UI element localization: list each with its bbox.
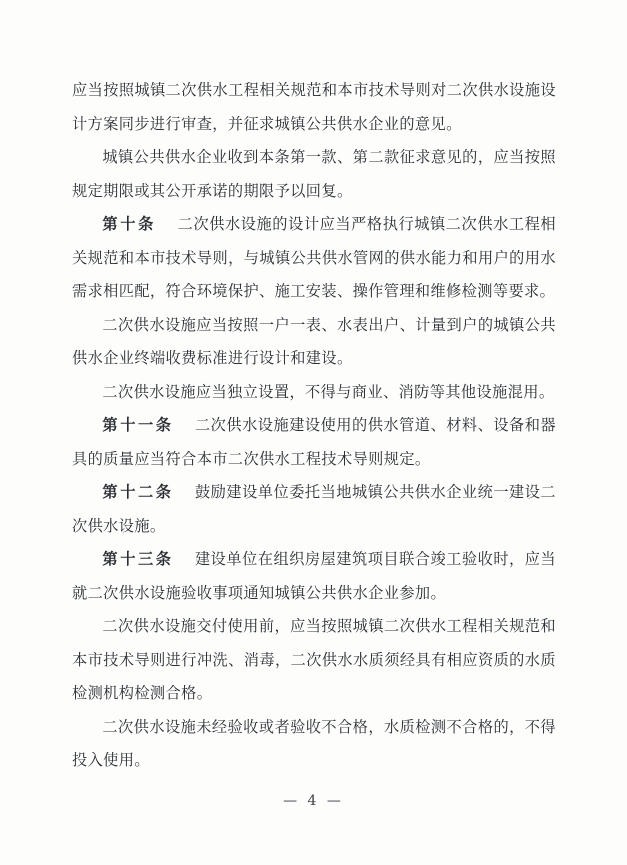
paragraph: 城镇公共供水企业收到本条第一款、第二款征求意见的，应当按照规定期限或其公开承诺的期限予以回复。 xyxy=(72,148,556,200)
article-text: 鼓励建设单位委托当地城镇公共供水企业统一建设二次供水设施。 xyxy=(72,483,557,535)
article-number: 第十一条 xyxy=(102,416,174,434)
article-number: 第十条 xyxy=(102,215,157,233)
page-number: — 4 — xyxy=(283,793,344,809)
paragraph: 二次供水设施应当独立设置，不得与商业、消防等其他设施混用。 xyxy=(102,382,555,401)
paragraph-article-10 xyxy=(72,208,556,309)
paragraph-article-12 xyxy=(72,476,556,543)
paragraph: 应当按照城镇二次供水工程相关规范和本市技术导则对二次供水设施设计方案同步进行审查，并征求城镇公共供水企业的意见。 xyxy=(72,81,556,133)
paragraph-article-13 xyxy=(72,543,556,610)
paragraph: 二次供水设施交付使用前，应当按照城镇二次供水工程相关规范和本市技术导则进行冲洗、消毒，二次供水水质须经具有相应资质的水质检测机构检测合格。 xyxy=(72,617,556,702)
document-body xyxy=(72,74,556,778)
article-text: 二次供水设施的设计应当严格执行城镇二次供水工程相关规范和本市技术导则，与城镇公共供水管网的供水能力和用户的用水需求相匹配，符合环境保护、施工安装、操作管理和维修检测等要求。 xyxy=(72,215,557,300)
article-text: 建设单位在组织房屋建筑项目联合竣工验收时，应当就二次供水设施验收事项通知城镇公共供水企业参加。 xyxy=(72,550,557,602)
article-number: 第十二条 xyxy=(102,483,174,501)
paragraph: 二次供水设施应当按照一户一表、水表出户、计量到户的城镇公共供水企业终端收费标准进行设计和建设。 xyxy=(72,315,556,367)
paragraph-article-11 xyxy=(72,409,556,476)
paragraph: 二次供水设施未经验收或者验收不合格，水质检测不合格的，不得投入使用。 xyxy=(72,717,556,769)
article-number: 第十三条 xyxy=(102,550,174,568)
article-text: 二次供水设施建设使用的供水管道、材料、设备和器具的质量应当符合本市二次供水工程技术导则规定。 xyxy=(72,416,557,468)
